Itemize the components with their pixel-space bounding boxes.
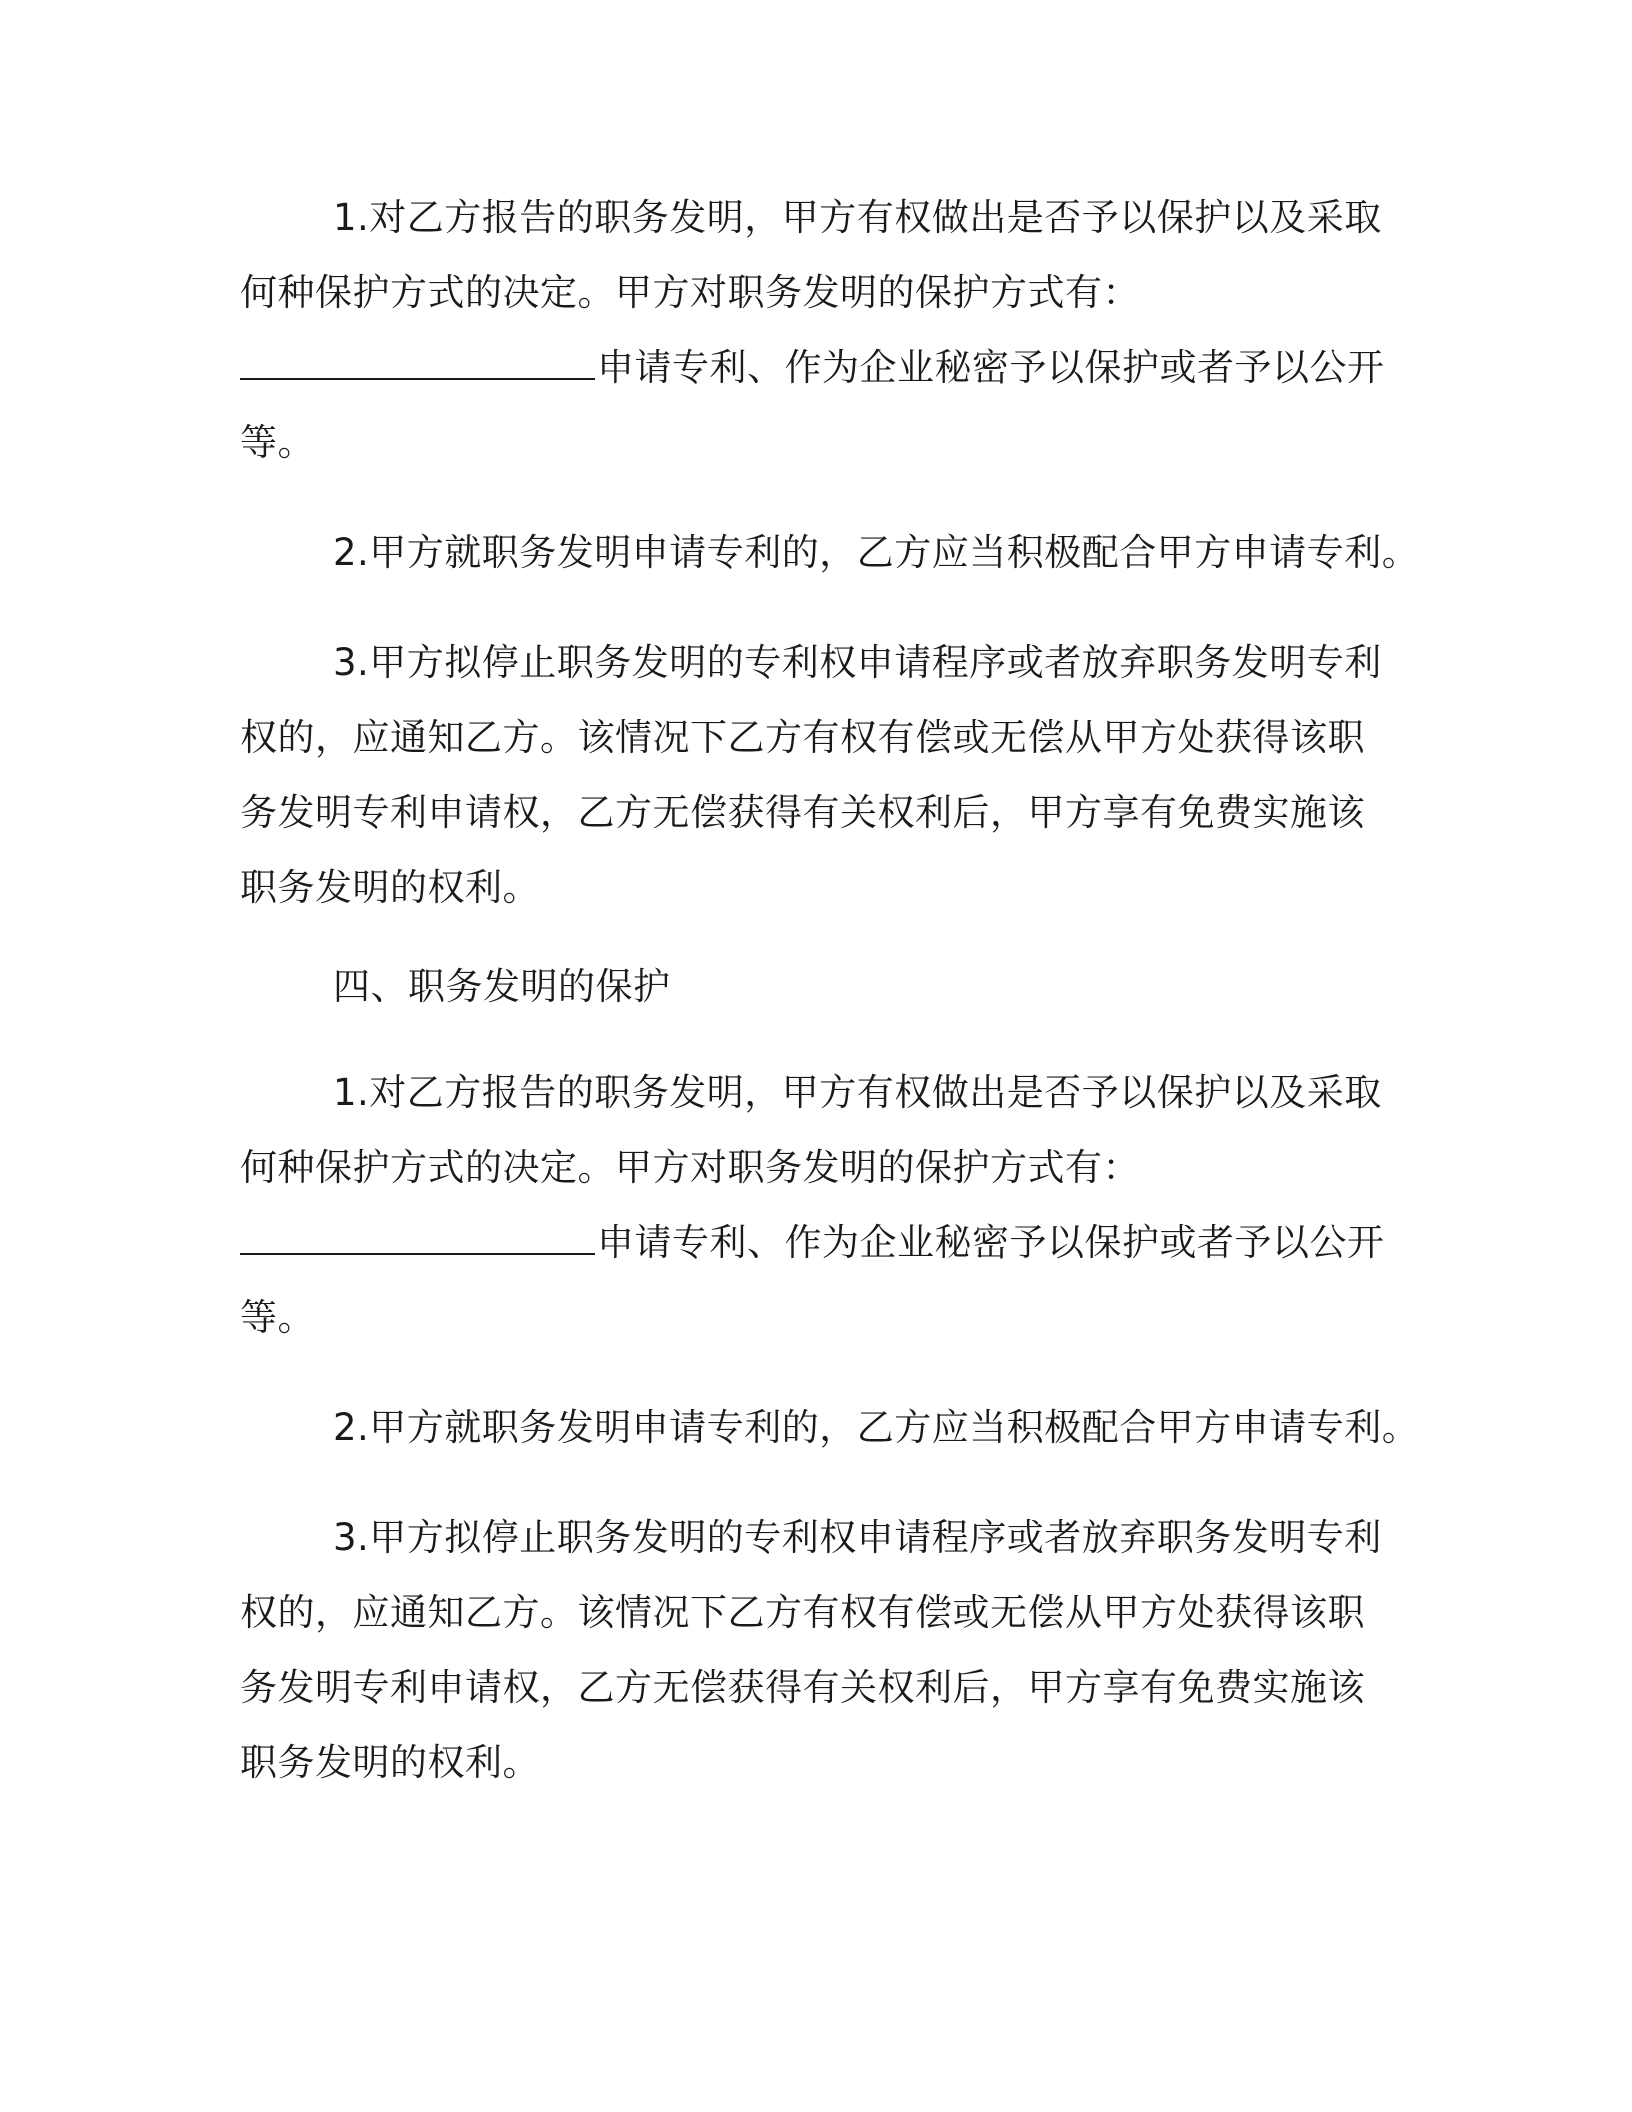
paragraph-line: 3.甲方拟停止职务发明的专利权申请程序或者放弃职务发明专利 xyxy=(333,641,1382,684)
paragraph-line xyxy=(240,1218,1385,1268)
paragraph-line: 等。 xyxy=(240,421,315,464)
paragraph-line: 3.甲方拟停止职务发明的专利权申请程序或者放弃职务发明专利 xyxy=(333,1516,1382,1559)
section-heading: 四、职务发明的保护 xyxy=(333,965,671,1008)
paragraph-line: 务发明专利申请权，乙方无偿获得有关权利后，甲方享有免费实施该 xyxy=(240,791,1365,834)
paragraph-line: 2.甲方就职务发明申请专利的，乙方应当积极配合甲方申请专利。 xyxy=(333,531,1420,574)
fill-in-blank xyxy=(240,1223,595,1255)
paragraph-line: 权的，应通知乙方。该情况下乙方有权有偿或无偿从甲方处获得该职 xyxy=(240,1591,1365,1634)
paragraph-line: 1.对乙方报告的职务发明，甲方有权做出是否予以保护以及采取 xyxy=(333,196,1382,239)
paragraph-line: 何种保护方式的决定。甲方对职务发明的保护方式有： xyxy=(240,271,1140,314)
paragraph-line: 1.对乙方报告的职务发明，甲方有权做出是否予以保护以及采取 xyxy=(333,1071,1382,1114)
paragraph-line: 等。 xyxy=(240,1296,315,1339)
paragraph-text: 申请专利、作为企业秘密予以保护或者予以公开 xyxy=(597,346,1385,389)
paragraph-line xyxy=(240,343,1385,393)
paragraph-text: 申请专利、作为企业秘密予以保护或者予以公开 xyxy=(597,1221,1385,1264)
paragraph-line: 职务发明的权利。 xyxy=(240,866,540,909)
paragraph-line: 职务发明的权利。 xyxy=(240,1741,540,1784)
paragraph-line: 权的，应通知乙方。该情况下乙方有权有偿或无偿从甲方处获得该职 xyxy=(240,716,1365,759)
paragraph-line: 务发明专利申请权，乙方无偿获得有关权利后，甲方享有免费实施该 xyxy=(240,1666,1365,1709)
paragraph-line: 2.甲方就职务发明申请专利的，乙方应当积极配合甲方申请专利。 xyxy=(333,1406,1420,1449)
paragraph-line: 何种保护方式的决定。甲方对职务发明的保护方式有： xyxy=(240,1146,1140,1189)
fill-in-blank xyxy=(240,348,595,380)
